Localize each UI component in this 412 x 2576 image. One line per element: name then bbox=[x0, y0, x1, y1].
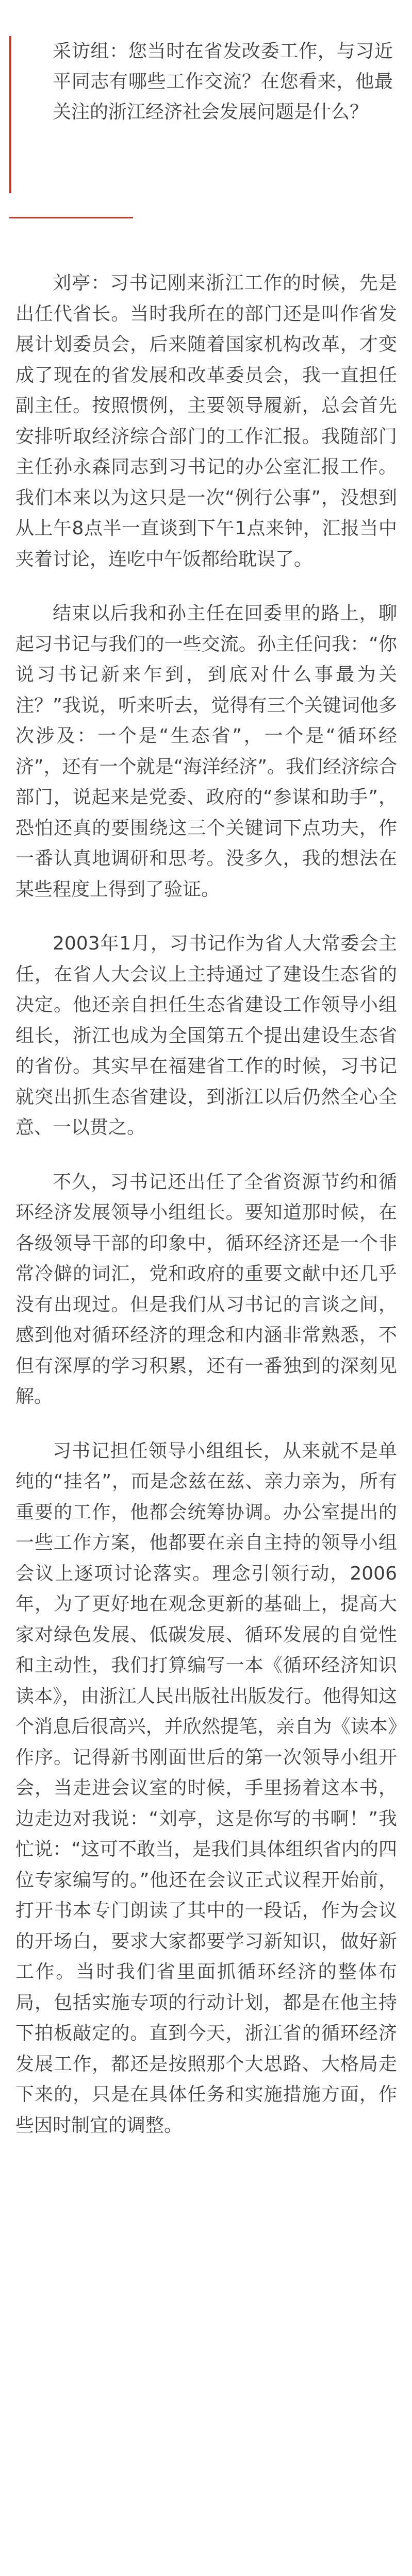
question-underline bbox=[9, 217, 133, 218]
paragraph-2: 结束以后我和孙主任在回委里的路上，聊起习书记与我们的一些交流。孙主任问我：“你说习书记新来乍到，到底对什么事最为关注？”我说，听来听去，觉得有三个关键词他多次涉及：一个是“生态省”，一个是“循环经济”，还有一个就是“海洋经济”。我们经济综合部门，说起来是党委、政府的“参谋和助手”，恐怕还真的要围绕这三个关键词下点功夫，作一番认真地调研和思考。没多久，我的想法在某些程度上得到了验证。 bbox=[15, 603, 397, 900]
paragraph-5: 习书记担任领导小组组长，从来就不是单纯的“挂名”，而是念兹在兹、亲力亲为，所有重要的工作，他都会统筹协调。办公室提出的一些工作方案，他都要在亲自主持的领导小组会议上逐项讨论落实。理念引领行动，2006年，为了更好地在观念更新的基础上，提高大家对绿色发展、低碳发展、循环发展的自觉性和主动性，我们打算编写一本《循环经济知识读本》，由浙江人民出版社出版发行。他得知这个消息后很高兴，并欣然提笔，亲自为《读本》作序。记得新书刚面世后的第一次领导小组开会，当走进会议室的时候，手里扬着这本书，边走边对我说：“刘亭，这是你写的书啊！”我忙说：“这可不敢当，是我们具体组织省内的四位专家编写的。”他还在会议正式议程开始前，打开书本专门朗读了其中的一段话，作为会议的开场白，要求大家都要学习新知识，做好新工作。当时我们省里面抓循环经济的整体布局，包括实施专项的行动计划，都是在他主持下拍板敲定的。直到今天，浙江省的循环经济发展工作，都还是按照那个大思路、大格局走下来的，只是在具体任务和实施措施方面，作些因时制宜的调整。 bbox=[15, 1440, 397, 2136]
question-accent-bar bbox=[9, 36, 11, 193]
interview-question-block bbox=[9, 36, 404, 222]
paragraph-1: 刘亭：习书记刚来浙江工作的时候，先是出任代省长。当时我所在的部门还是叫作省发展计划委员会，后来随着国家机构改革，才变成了现在的省发展和改革委员会，我一直担任副主任。按照惯例，主要领导履新，总会首先安排听取经济综合部门的工作汇报。我随部门主任孙永森同志到习书记的办公室汇报工作。我们本来以为这只是一次“例行公事”，没想到从上午8点半一直谈到下午1点来钟，汇报当中夹着讨论，连吃中午饭都给耽误了。 bbox=[15, 273, 397, 570]
article-body bbox=[15, 268, 397, 2164]
paragraph-4: 不久，习书记还出任了全省资源节约和循环经济发展领导小组组长。要知道那时候，在各级领导干部的印象中，循环经济还是一个非常冷僻的词汇，党和政府的重要文献中还几乎没有出现过。但是我们从习书记的言谈之间，感到他对循环经济的理念和内涵非常熟悉，不但有深厚的学习积累，还有一番独到的深刻见解。 bbox=[15, 1171, 397, 1407]
paragraph-3: 2003年1月，习书记作为省人大常委会主任，在省人大会议上主持通过了建设生态省的决定。他还亲自担任生态省建设工作领导小组组长，浙江也成为全国第五个提出建设生态省的省份。其实早在福建省工作的时候，习书记就突出抓生态省建设，到浙江以后仍然全心全意、一以贯之。 bbox=[15, 933, 397, 1138]
question-text: 采访组：您当时在省发改委工作，与习近平同志有哪些工作交流？在您看来，他最关注的浙江经济社会发展问题是什么？ bbox=[53, 41, 393, 123]
